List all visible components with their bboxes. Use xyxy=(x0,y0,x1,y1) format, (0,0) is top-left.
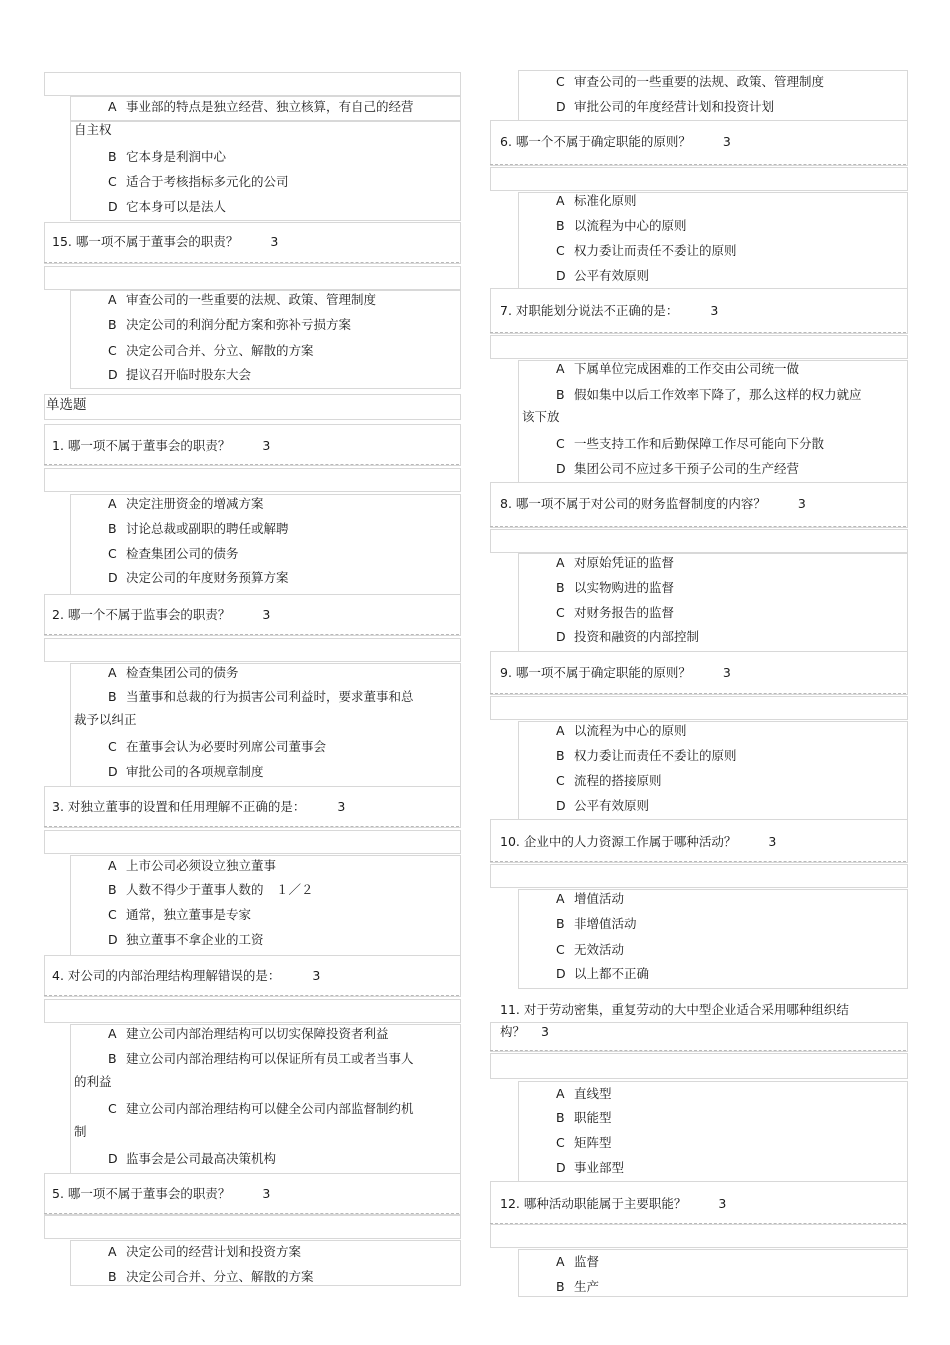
question-6-stem: 6. 哪一个不属于确定职能的原则？ 3 xyxy=(500,134,731,149)
option-b[interactable]: B 非增值活动 xyxy=(556,916,637,931)
option-c[interactable]: C 通常，独立董事是专家 xyxy=(108,907,252,922)
option-d[interactable]: D 审批公司的年度经营计划和投资计划 xyxy=(556,99,775,114)
option-c[interactable]: C 无效活动 xyxy=(556,942,625,957)
option-b[interactable]: B 它本身是利润中心 xyxy=(108,149,227,164)
option-c[interactable]: C 决定公司合并、分立、解散的方案 xyxy=(108,343,314,358)
option-a[interactable]: A 增值活动 xyxy=(556,891,625,906)
option-c[interactable]: C 适合于考核指标多元化的公司 xyxy=(108,174,289,189)
option-b[interactable]: B 以流程为中心的原则 xyxy=(556,218,687,233)
answer-box xyxy=(490,1053,908,1079)
option-b[interactable]: B 建立公司内部治理结构可以保证所有员工或者当事人 xyxy=(108,1051,414,1066)
option-c[interactable]: C 一些支持工作和后勤保障工作尽可能向下分散 xyxy=(556,436,825,451)
option-d[interactable]: D 以上都不正确 xyxy=(556,966,650,981)
option-d[interactable]: D 独立董事不拿企业的工资 xyxy=(108,932,264,947)
question-9-stem: 9. 哪一项不属于确定职能的原则？ 3 xyxy=(500,665,731,680)
question-3-stem: 3. 对独立董事的设置和任用理解不正确的是： 3 xyxy=(52,799,346,814)
question-4-stem: 4. 对公司的内部治理结构理解错误的是： 3 xyxy=(52,968,321,983)
dashed-divider xyxy=(44,995,459,996)
answer-box xyxy=(490,167,908,191)
answer-box xyxy=(490,1224,908,1248)
option-d[interactable]: D 公平有效原则 xyxy=(556,798,650,813)
option-b[interactable]: B 人数不得少于董事人数的 １／２ xyxy=(108,882,314,897)
option-b[interactable]: B 决定公司的利润分配方案和弥补亏损方案 xyxy=(108,317,352,332)
dashed-divider xyxy=(490,332,906,333)
dashed-divider xyxy=(490,164,906,165)
option-a[interactable]: A 建立公司内部治理结构可以切实保障投资者利益 xyxy=(108,1026,389,1041)
dashed-divider xyxy=(44,1213,459,1214)
question-12-stem: 12. 哪种活动职能属于主要职能？ 3 xyxy=(500,1196,727,1211)
dashed-divider xyxy=(490,693,906,694)
option-a[interactable]: A 对原始凭证的监督 xyxy=(556,555,675,570)
answer-box xyxy=(490,696,908,720)
answer-box xyxy=(44,638,461,662)
option-b[interactable]: B 假如集中以后工作效率下降了，那么这样的权力就应 xyxy=(556,387,862,402)
dashed-divider xyxy=(44,826,459,827)
section-box xyxy=(44,394,461,420)
dashed-divider xyxy=(490,526,906,527)
option-a[interactable]: A 监督 xyxy=(556,1254,600,1269)
option-a[interactable]: A 下属单位完成困难的工作交由公司统一做 xyxy=(556,361,800,376)
question-2-stem: 2. 哪一个不属于监事会的职责？ 3 xyxy=(52,607,271,622)
option-d[interactable]: D 提议召开临时股东大会 xyxy=(108,367,252,382)
option-d[interactable]: D 投资和融资的内部控制 xyxy=(556,629,700,644)
answer-box xyxy=(490,864,908,888)
question-1-stem: 1. 哪一项不属于董事会的职责？ 3 xyxy=(52,438,271,453)
option-c[interactable]: C 权力委让而责任不委让的原则 xyxy=(556,243,737,258)
option-a[interactable]: A 直线型 xyxy=(556,1086,612,1101)
answer-box xyxy=(44,266,461,290)
option-a[interactable]: A 审查公司的一些重要的法规、政策、管理制度 xyxy=(108,292,377,307)
option-b[interactable]: B 权力委让而责任不委让的原则 xyxy=(556,748,737,763)
option-d[interactable]: D 监事会是公司最高决策机构 xyxy=(108,1151,277,1166)
option-c[interactable]: C 流程的搭接原则 xyxy=(556,773,662,788)
option-d[interactable]: D 事业部型 xyxy=(556,1160,625,1175)
dashed-divider xyxy=(44,262,459,263)
option-a[interactable]: A 检查集团公司的债务 xyxy=(108,665,239,680)
option-b-continuation: 该下放 xyxy=(522,409,560,424)
answer-box xyxy=(44,999,461,1023)
answer-box xyxy=(44,1215,461,1239)
option-b[interactable]: B 以实物购进的监督 xyxy=(556,580,675,595)
question-5-stem: 5. 哪一项不属于董事会的职责？ 3 xyxy=(52,1186,271,1201)
option-c[interactable]: C 建立公司内部治理结构可以健全公司内部监督制约机 xyxy=(108,1101,414,1116)
question-11-stem: 11. 对于劳动密集，重复劳动的大中型企业适合采用哪种组织结 xyxy=(500,1002,849,1017)
option-b[interactable]: B 职能型 xyxy=(556,1110,612,1125)
option-a[interactable]: A 标准化原则 xyxy=(556,193,637,208)
option-c[interactable]: C 检查集团公司的债务 xyxy=(108,546,239,561)
option-b-continuation: 裁予以纠正 xyxy=(74,712,137,727)
right-column xyxy=(475,0,950,1345)
option-d[interactable]: D 它本身可以是法人 xyxy=(108,199,227,214)
question-15-stem: 15. 哪一项不属于董事会的职责？ 3 xyxy=(52,234,279,249)
option-c[interactable]: C 矩阵型 xyxy=(556,1135,612,1150)
answer-box xyxy=(44,72,461,96)
option-a[interactable]: A 决定注册资金的增减方案 xyxy=(108,496,264,511)
option-b[interactable]: B 当董事和总裁的行为损害公司利益时，要求董事和总 xyxy=(108,689,414,704)
option-b[interactable]: B 决定公司合并、分立、解散的方案 xyxy=(108,1269,314,1284)
dashed-divider xyxy=(44,464,459,465)
option-b[interactable]: B 生产 xyxy=(556,1279,600,1294)
option-b[interactable]: B 讨论总裁或副职的聘任或解聘 xyxy=(108,521,289,536)
option-c[interactable]: C 对财务报告的监督 xyxy=(556,605,675,620)
answer-box xyxy=(44,830,461,854)
question-10-stem: 10. 企业中的人力资源工作属于哪种活动？ 3 xyxy=(500,834,777,849)
question-8-stem: 8. 哪一项不属于对公司的财务监督制度的内容？ 3 xyxy=(500,496,806,511)
option-d[interactable]: D 公平有效原则 xyxy=(556,268,650,283)
option-d[interactable]: D 决定公司的年度财务预算方案 xyxy=(108,570,289,585)
answer-box xyxy=(44,468,461,492)
option-a[interactable]: A 事业部的特点是独立经营、独立核算，有自己的经营 xyxy=(108,99,414,114)
option-b-continuation: 的利益 xyxy=(74,1074,112,1089)
question-7-stem: 7. 对职能划分说法不正确的是： 3 xyxy=(500,303,719,318)
option-c-continuation: 制 xyxy=(74,1124,87,1139)
answer-box xyxy=(490,529,908,553)
section-title: 单选题 xyxy=(46,397,87,413)
dashed-divider xyxy=(490,1050,906,1051)
option-c[interactable]: C 审查公司的一些重要的法规、政策、管理制度 xyxy=(556,74,825,89)
option-a[interactable]: A 上市公司必须设立独立董事 xyxy=(108,858,277,873)
question-11-stem-continuation: 构？ 3 xyxy=(500,1024,549,1039)
option-a-continuation: 自主权 xyxy=(74,122,112,137)
option-d[interactable]: D 审批公司的各项规章制度 xyxy=(108,764,264,779)
dashed-divider xyxy=(490,861,906,862)
dashed-divider xyxy=(44,634,459,635)
question-box xyxy=(490,1022,908,1052)
option-c[interactable]: C 在董事会认为必要时列席公司董事会 xyxy=(108,739,327,754)
option-d[interactable]: D 集团公司不应过多干预子公司的生产经营 xyxy=(556,461,800,476)
option-a[interactable]: A 以流程为中心的原则 xyxy=(556,723,687,738)
option-a[interactable]: A 决定公司的经营计划和投资方案 xyxy=(108,1244,302,1259)
answer-box xyxy=(490,335,908,359)
